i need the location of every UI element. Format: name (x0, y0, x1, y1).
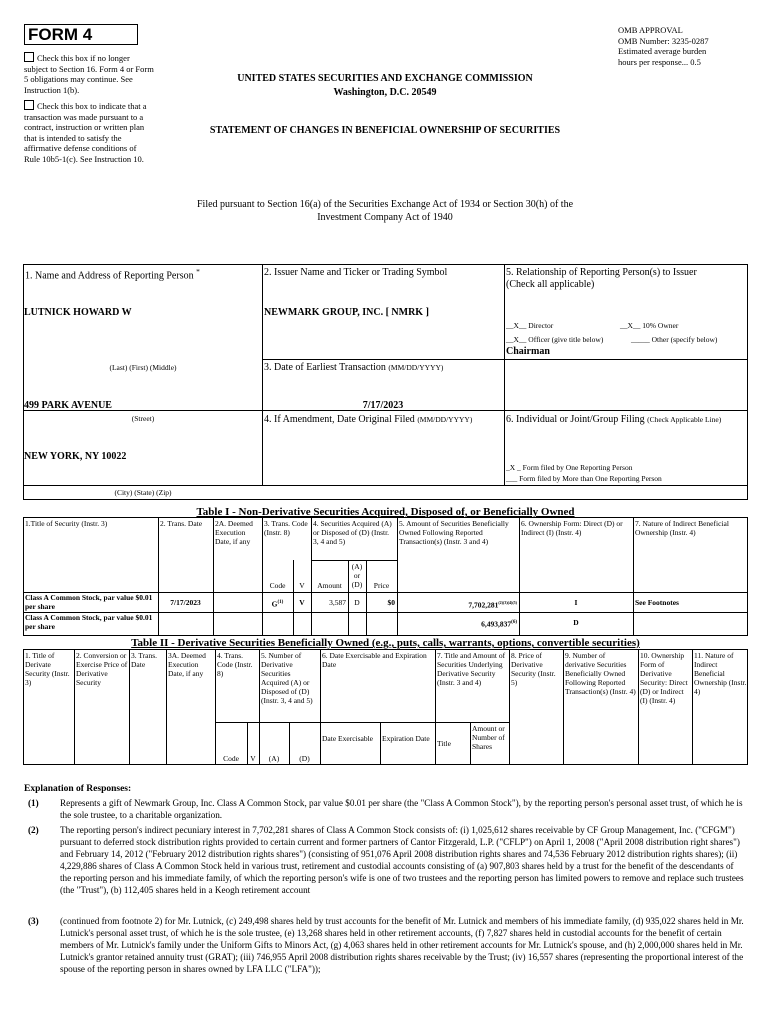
section16-checkbox[interactable] (24, 52, 34, 62)
reporting-grid (23, 264, 748, 500)
t1-sub-aord: (A) or (D) (351, 562, 363, 589)
t1-sub-v: V (299, 581, 305, 590)
t1-header-date: 2. Trans. Date (160, 519, 203, 528)
agency-city: Washington, D.C. 20549 (333, 87, 437, 98)
filed-pursuant-line-1: Filed pursuant to Section 16(a) of the Securities Exchange Act of 1934 or Section 30(h) of the (196, 199, 574, 210)
filing-multiple-persons-checkbox[interactable]: ___ Form filed by More than One Reporting Person (506, 474, 662, 483)
omb-line-4: hours per response... 0.5 (618, 56, 701, 67)
t2-header-price: 8. Price of Derivative Security (Instr. 5) (511, 651, 556, 687)
t2-sub-a: (A) (268, 754, 280, 763)
agency-name: UNITED STATES SECURITIES AND EXCHANGE COMMISSION (237, 73, 533, 84)
t1-sub-code: Code (269, 581, 286, 590)
issuer-name: NEWMARK GROUP, INC. [ NMRK ] (264, 307, 429, 318)
t1-header-title: 1.Title of Security (Instr. 3) (25, 519, 108, 528)
t2-sub-title: Title (437, 739, 451, 748)
t2-sub-code: Code (223, 754, 239, 763)
checkbox-contract-group (24, 100, 154, 164)
omb-approval (618, 25, 753, 67)
city-state-zip: NEW YORK, NY 10022 (24, 451, 127, 462)
director-checkbox[interactable]: __X__ Director (506, 321, 554, 330)
contract-checkbox[interactable] (24, 100, 34, 110)
explanation-heading: Explanation of Responses: (24, 784, 132, 794)
t2-header-owned: 9. Number of derivative Securities Beneficially Owned Following Reported Transaction(s) (Instr. 4) (565, 651, 636, 696)
box5-label: 5. Relationship of Reporting Person(s) to Issuer (Check all applicable) (506, 267, 697, 290)
t1-row1-date: 7/17/2023 (170, 598, 201, 607)
t2-sub-expiration: Expiration Date (382, 734, 430, 743)
officer-checkbox[interactable]: __X__ Officer (give title below) (506, 335, 604, 344)
t2-header-conversion: 2. Conversion or Exercise Price of Derivative Security (76, 651, 128, 687)
checkbox-section16-group (24, 52, 154, 95)
form-title-box (24, 24, 138, 45)
t1-header-ownership-form: 6. Ownership Form: Direct (D) or Indirect (I) (Instr. 4) (521, 519, 623, 537)
t1-row1-aord: D (354, 598, 360, 607)
t1-header-nature: 7. Nature of Indirect Beneficial Ownership (Instr. 4) (635, 519, 729, 537)
t1-header-deemed: 2A. Deemed Execution Date, if any (215, 519, 253, 546)
t1-sub-amount: Amount (317, 581, 342, 590)
footnote-3-text: (continued from footnote 2) for Mr. Lutnick, (c) 249,498 shares held by trust accounts for the benefit of Mr. Lutnick and members of his immediate family, (d) 935,022 shares held in Mr. Lutnick's personal asset trust, of which he is the sole trustee, (e) 13,268 shares held in other retirement accounts, (f) 7,827 shares held in custodial accounts for the benefit of certain members of Mr. Lutnick's family under the Uniform Gifts to Minors Act, (g) 4,063 shares held in other retirement accounts for Mr. Lutnick's spouse, and (h) 2,000,000 shares held in Mr. Lutnick's grantor retained annuity trust (GRAT); (iii) 746,955 April 2008 distribution rights shares receivable by the Trust; (iv) 16,557 shares (representing the proportional interest of the spouse of the reporting person in shares owned by LFA LLC ("LFA")); (60, 916, 744, 974)
footnote-3 (24, 915, 744, 999)
earliest-transaction-date: 7/17/2023 (362, 400, 404, 411)
t2-sub-v: V (250, 754, 256, 763)
box1-label: 1. Name and Address of Reporting Person * (25, 267, 200, 282)
t1-row1-amount: 3,587 (329, 598, 346, 607)
t2-sub-date-exercisable: Date Exercisable (322, 734, 374, 743)
form-title: FORM 4 (28, 25, 93, 44)
t2-header-ownership-form: 10. Ownership Form of Derivative Security: Direct (D) or Indirect (I) (Instr. 4) (640, 651, 688, 705)
other-checkbox[interactable]: _____ Other (specify below) (631, 335, 718, 344)
t1-header-amount-owned: 5. Amount of Securities Beneficially Owned Following Reported Transaction(s) (Instr. 3 and 4) (399, 519, 509, 546)
ten-percent-owner-checkbox[interactable]: __X__ 10% Owner (620, 321, 679, 330)
t2-header-date: 3. Trans. Date (131, 651, 158, 669)
street-label: (Street) (131, 414, 155, 423)
t1-header-acquired: 4. Securities Acquired (A) or Disposed of (D) (Instr. 3, 4 and 5) (313, 519, 392, 546)
omb-line-1: OMB APPROVAL (618, 25, 683, 35)
t1-sub-price: Price (373, 581, 390, 590)
t1-row1-title: Class A Common Stock, par value $0.01 per share (25, 593, 153, 611)
t2-sub-amount-shares: Amount or Number of Shares (472, 724, 505, 751)
t2-sub-d: (D) (299, 754, 310, 763)
box4-label: 4. If Amendment, Date Original Filed (MM/DD/YYYY) (264, 414, 473, 425)
reporting-person-name: LUTNICK HOWARD W (24, 307, 132, 318)
t1-row2-owned: 6,493,837$^{(6)}$ (481, 619, 517, 629)
table2-title: Table II - Derivative Securities Beneficially Owned (e.g., puts, calls, warrants, options, convertible securities) (131, 637, 640, 649)
name-parts-label: (Last) (First) (Middle) (109, 363, 177, 372)
table1-title: Table I - Non-Derivative Securities Acquired, Disposed of, or Beneficially Owned (196, 506, 575, 518)
statement-title: STATEMENT OF CHANGES IN BENEFICIAL OWNERSHIP OF SECURITIES (209, 125, 561, 136)
section16-checkbox-label: Check this box if no longer subject to Section 16. Form 4 or Form 5 obligations may continue. See Instruction 1(b). (24, 53, 154, 95)
t2-header-number: 5. Number of Derivative Securities Acquired (A) or Disposed of (D) (Instr. 3, 4 and 5) (261, 651, 313, 705)
t2-header-code: 4. Trans. Code (Instr. 8) (217, 651, 253, 678)
t1-row1-price: $0 (387, 598, 395, 607)
t2-header-deemed: 3A. Deemed Execution Date, if any (168, 651, 206, 678)
t1-row2-form: D (573, 618, 579, 627)
footnote-1-text: Represents a gift of Newmark Group, Inc. Class A Common Stock, par value $0.01 per share (the "Class A Common Stock"), by the reporting person's personal asset trust, of which he is the sole trustee, to a charitable organization. (60, 798, 743, 820)
footnote-2 (24, 824, 744, 920)
box3-label: 3. Date of Earliest Transaction (MM/DD/YYYY) (264, 362, 444, 373)
filing-one-person-checkbox[interactable]: _X _ Form filed by One Reporting Person (506, 463, 633, 472)
t2-header-nature: 11. Nature of Indirect Beneficial Ownership (Instr. 4) (694, 651, 747, 696)
city-state-zip-label: (City) (State) (Zip) (114, 488, 172, 497)
t2-header-underlying: 7. Title and Amount of Securities Underlying Derivative Security (Instr. 3 and 4) (437, 651, 506, 687)
t1-header-code: 3. Trans. Code (Instr. 8) (264, 519, 308, 537)
t1-row1-code: $G^{(1)}$ (271, 599, 284, 609)
t2-header-title: 1. Title of Derivate Security (Instr. 3) (25, 651, 70, 687)
box6-label: 6. Individual or Joint/Group Filing (Check Applicable Line) (506, 414, 722, 425)
footnote-3-number: (3) (28, 916, 39, 926)
footnote-2-number: (2) (28, 825, 39, 835)
footnote-1-number: (1) (28, 798, 39, 808)
footnote-2-text: The reporting person's indirect pecuniary interest in 7,702,281 shares of Class A Common Stock consists of: (i) 1,025,612 shares receivable by CF Group Management, Inc. ("CFGM") pursuant to deferred stock distribution rights provided to certain current and former partners of Cantor Fitzgerald, L.P. ("CFLP") on April 1, 2008 ("April 2008 distribution right shares") and February 14, 2012 ("February 2012 distribution rights shares") (consisting of 951,076 April 2008 distribution rights shares and 74,536 February 2012 distribution rights shares); (ii) 4,229,886 shares of Class A Common Stock held in various trust, retirement and custodial accounts consisting of (a) 907,803 shares held by a trust for the benefit of the descendants of the reporting person and his immediate family, of which the reporting person's wife is one of two trustees and the reporting person has limited powers to remove and replace such trustees (the "Trust"), (b) 112,405 shares held in a Keogh retirement account (60, 825, 744, 895)
t1-row1-v: V (299, 598, 305, 607)
t1-row1-form: I (574, 598, 578, 607)
t2-header-exercisable: 6. Date Exercisable and Expiration Date (322, 651, 427, 669)
footnote-1 (24, 797, 744, 821)
omb-line-2: OMB Number: 3235-0287 (618, 35, 709, 46)
contract-checkbox-label: Check this box to indicate that a transaction was made pursuant to a contract, instruction or written plan that is intended to satisfy the affirmative defense conditions of Rule 10b5-1(c). See Instruction 10. (24, 101, 147, 164)
box2-label: 2. Issuer Name and Ticker or Trading Symbol (264, 267, 448, 278)
t1-row1-nature: See Footnotes (635, 598, 679, 607)
filed-pursuant-line-2: Investment Company Act of 1940 (317, 212, 453, 223)
t1-row2-title: Class A Common Stock, par value $0.01 per share (25, 613, 153, 631)
officer-title: Chairman (506, 346, 550, 357)
t1-row1-owned: $7,702,281^{(2)(3)(4)(5)}$ (468, 600, 517, 610)
street-address: 499 PARK AVENUE (24, 400, 112, 411)
omb-line-3: Estimated average burden (618, 46, 707, 56)
